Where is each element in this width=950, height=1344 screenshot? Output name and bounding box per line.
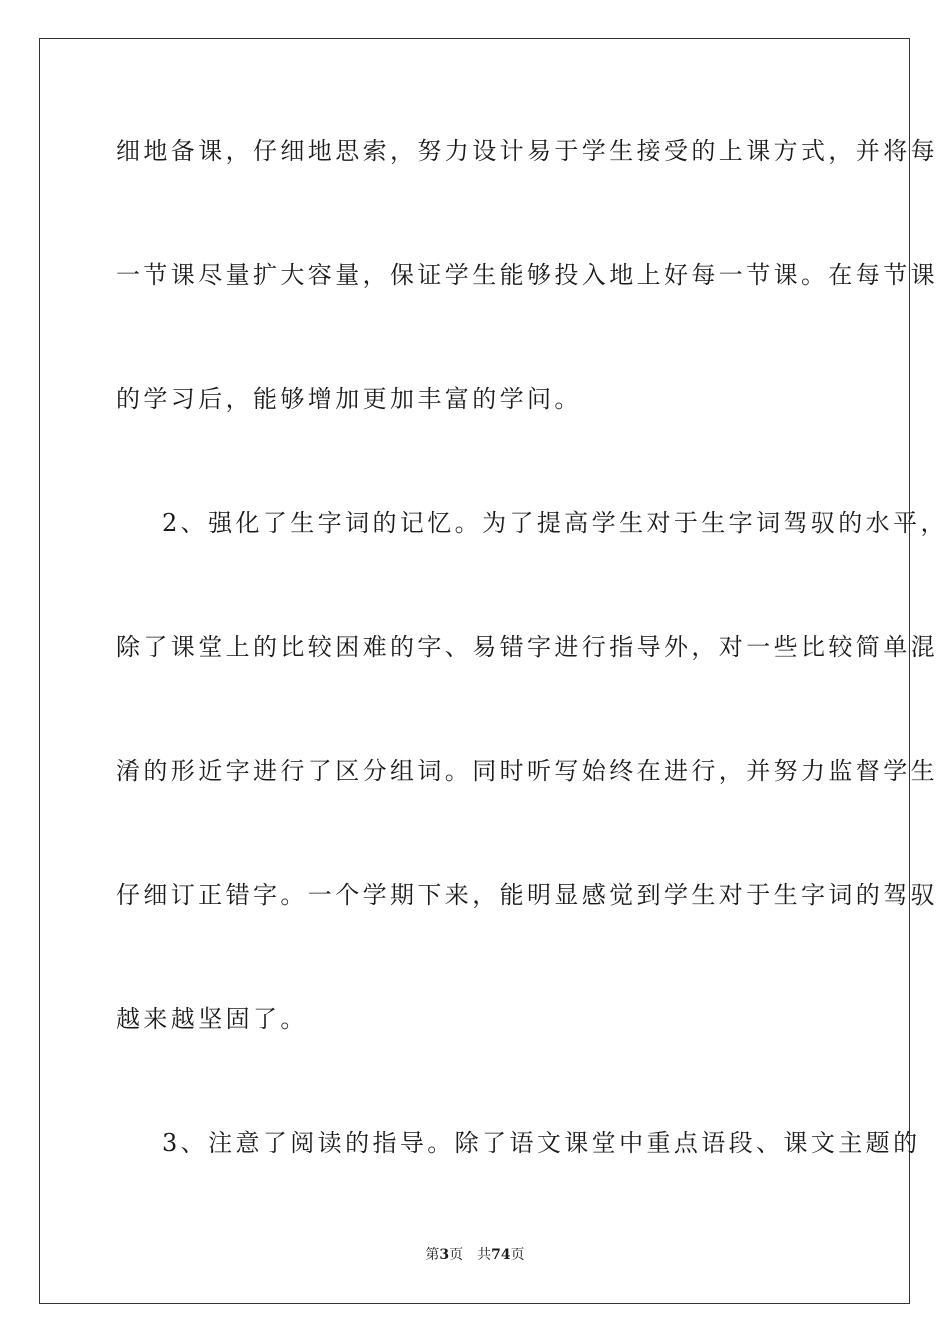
text-line-4: 2、强化了生字词的记忆。为了提高学生对于生字词驾驭的水平， [162, 509, 948, 537]
page-number: 3 [439, 1247, 450, 1263]
text-line-8: 越来越坚固了。 [116, 1005, 308, 1033]
text-line-3: 的学习后，能够增加更加丰富的学问。 [116, 385, 582, 413]
text-line-7: 仔细订正错字。一个学期下来，能明显感觉到学生对于生字词的驾驭 [116, 881, 938, 909]
page-footer [0, 1246, 950, 1264]
text-line-6: 淆的形近字进行了区分组词。同时听写始终在进行，并努力监督学生 [116, 757, 938, 785]
text-line-5: 除了课堂上的比较困难的字、易错字进行指导外，对一些比较简单混 [116, 633, 938, 661]
text-line-9: 3、注意了阅读的指导。除了语文课堂中重点语段、课文主题的 [162, 1129, 921, 1157]
total-prefix: 共 [477, 1247, 492, 1263]
page-border [39, 38, 948, 1304]
page-suffix: 页 [449, 1247, 464, 1263]
total-suffix: 页 [510, 1247, 525, 1263]
page-prefix: 第 [425, 1247, 440, 1263]
text-line-2: 一节课尽量扩大容量，保证学生能够投入地上好每一节课。在每节课 [116, 261, 938, 289]
text-line-1: 细地备课，仔细地思索，努力设计易于学生接受的上课方式，并将每 [116, 137, 938, 165]
total-pages: 74 [491, 1247, 511, 1263]
